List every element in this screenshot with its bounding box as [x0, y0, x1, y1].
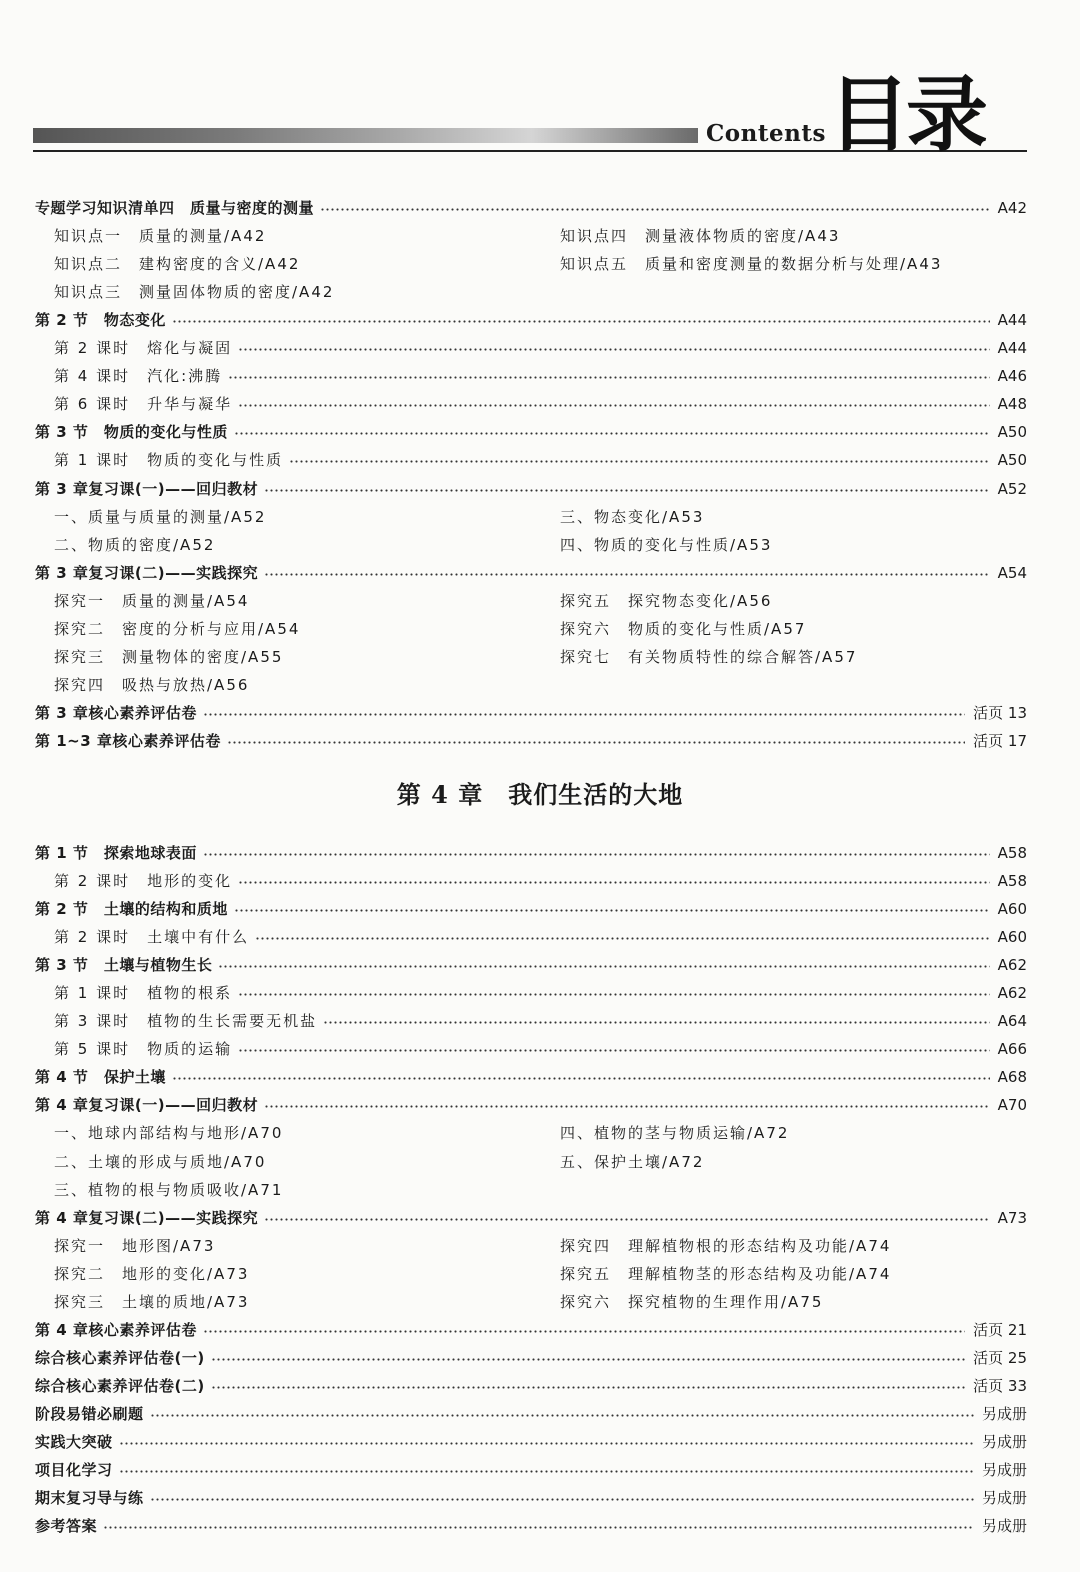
toc-entry-page: A62 [997, 984, 1027, 1002]
dot-leader [238, 993, 990, 996]
toc-entry-title: 实践大突破 [35, 1433, 113, 1451]
dot-leader [227, 741, 965, 744]
dot-leader [203, 853, 990, 856]
toc-entry-title: 第 2 课时 熔化与凝固 [54, 339, 233, 357]
dot-leader [238, 404, 990, 407]
toc-entry-page: 另成册 [981, 1461, 1027, 1479]
toc-entry-page: 活页 25 [973, 1349, 1027, 1367]
toc-subentry[interactable]: 探究一 质量的测量/A54 [54, 592, 250, 610]
toc-entry-page: 另成册 [981, 1517, 1027, 1535]
toc-subentry[interactable]: 探究一 地形图/A73 [54, 1237, 216, 1255]
toc-entry-title: 第 3 节 土壤与植物生长 [35, 956, 213, 974]
toc-entry[interactable] [35, 308, 1027, 332]
toc-subentry[interactable]: 一、地球内部结构与地形/A70 [54, 1124, 284, 1142]
dot-leader [264, 573, 990, 576]
toc-subentry[interactable]: 探究四 吸热与放热/A56 [54, 676, 250, 694]
toc-entry-page: A70 [997, 1096, 1027, 1114]
toc-entry-page: 活页 33 [973, 1377, 1027, 1395]
toc-entry[interactable] [54, 1037, 1027, 1061]
dot-leader [228, 376, 990, 379]
toc-entry-title: 第 1 课时 植物的根系 [54, 984, 233, 1002]
chapter-heading: 第 4 章 我们生活的大地 [396, 780, 684, 809]
toc-subentry[interactable]: 知识点一 质量的测量/A42 [54, 227, 267, 245]
dot-leader [211, 1358, 965, 1361]
toc-entry-page: A66 [997, 1040, 1027, 1058]
dot-leader [264, 489, 990, 492]
dot-leader [211, 1386, 965, 1389]
toc-subentry[interactable]: 知识点三 测量固体物质的密度/A42 [54, 283, 335, 301]
toc-subentry[interactable]: 知识点四 测量液体物质的密度/A43 [560, 227, 841, 245]
dot-leader [320, 208, 990, 211]
toc-entry[interactable] [35, 841, 1027, 865]
toc-entry[interactable] [35, 196, 1027, 220]
toc-entry-page: 活页 13 [973, 704, 1027, 722]
toc-subentry[interactable]: 知识点五 质量和密度测量的数据分析与处理/A43 [560, 255, 943, 273]
dot-leader [238, 881, 990, 884]
toc-subentry[interactable]: 探究三 土壤的质地/A73 [54, 1293, 250, 1311]
dot-leader [289, 460, 990, 463]
toc-subentry[interactable]: 探究五 理解植物茎的形态结构及功能/A74 [560, 1265, 892, 1283]
toc-entry[interactable] [54, 1009, 1027, 1033]
toc-entry-title: 第 4 节 保护土壤 [35, 1068, 166, 1086]
toc-entry-page: A46 [997, 367, 1027, 385]
toc-subentry[interactable]: 四、植物的茎与物质运输/A72 [560, 1124, 790, 1142]
toc-entry-title: 第 2 节 土壤的结构和质地 [35, 900, 228, 918]
toc-entry-title: 期末复习导与练 [35, 1489, 144, 1507]
dot-leader [203, 1330, 965, 1333]
toc-subentry[interactable]: 二、土壤的形成与质地/A70 [54, 1153, 267, 1171]
dot-leader [119, 1442, 974, 1445]
toc-entry-title: 第 1 课时 物质的变化与性质 [54, 451, 284, 469]
toc-entry-title: 第 4 课时 汽化:沸腾 [54, 367, 223, 385]
toc-entry[interactable] [35, 701, 1027, 725]
page-title: 目录 [828, 67, 985, 163]
toc-subentry[interactable]: 探究六 探究植物的生理作用/A75 [560, 1293, 824, 1311]
toc-subentry[interactable]: 三、物态变化/A53 [560, 508, 705, 526]
toc-entry-page: A73 [997, 1209, 1027, 1227]
toc-entry-page: A50 [997, 451, 1027, 469]
toc-entry[interactable] [35, 1346, 1027, 1370]
toc-entry-page: A42 [997, 199, 1027, 217]
toc-entry-title: 第 6 课时 升华与凝华 [54, 395, 233, 413]
toc-subentry[interactable]: 四、物质的变化与性质/A53 [560, 536, 773, 554]
toc-entry[interactable] [54, 336, 1027, 360]
toc-entry-page: A60 [997, 928, 1027, 946]
toc-entry[interactable] [54, 364, 1027, 388]
toc-entry-title: 综合核心素养评估卷(一) [35, 1349, 205, 1367]
page-header [0, 0, 1080, 163]
toc-entry-page: 另成册 [981, 1489, 1027, 1507]
dot-leader [203, 713, 965, 716]
dot-leader [150, 1498, 974, 1501]
dot-leader [172, 1077, 990, 1080]
toc-subentry[interactable]: 知识点二 建构密度的含义/A42 [54, 255, 301, 273]
toc-entry-title: 第 2 课时 地形的变化 [54, 872, 233, 890]
toc-subentry[interactable]: 三、植物的根与物质吸收/A71 [54, 1181, 284, 1199]
toc-entry-title: 第 2 节 物态变化 [35, 311, 166, 329]
toc-subentry[interactable]: 探究六 物质的变化与性质/A57 [560, 620, 807, 638]
dot-leader [255, 937, 990, 940]
toc-subentry[interactable]: 探究七 有关物质特性的综合解答/A57 [560, 648, 858, 666]
toc-entry[interactable] [54, 981, 1027, 1005]
toc-entry[interactable] [35, 1458, 1027, 1482]
toc-entry[interactable] [54, 392, 1027, 416]
toc-entry-page: A52 [997, 480, 1027, 498]
dot-leader [264, 1105, 990, 1108]
dot-leader [103, 1526, 974, 1529]
dot-leader [323, 1021, 990, 1024]
contents-label: Contents [706, 120, 826, 147]
toc-entry-page: A58 [997, 844, 1027, 862]
toc-entry-page: A60 [997, 900, 1027, 918]
dot-leader [172, 320, 990, 323]
dot-leader [264, 1218, 990, 1221]
toc-entry-title: 第 4 章核心素养评估卷 [35, 1321, 197, 1339]
toc-subentry[interactable]: 探究三 测量物体的密度/A55 [54, 648, 284, 666]
toc-entry-page: A58 [997, 872, 1027, 890]
toc-entry-page: A54 [997, 564, 1027, 582]
toc-entry[interactable] [35, 420, 1027, 444]
toc-entry-title: 第 3 节 物质的变化与性质 [35, 423, 228, 441]
dot-leader [150, 1414, 974, 1417]
toc-entry-page: A64 [997, 1012, 1027, 1030]
dot-leader [238, 1049, 990, 1052]
toc-entry[interactable] [35, 897, 1027, 921]
toc-subentry[interactable]: 探究二 密度的分析与应用/A54 [54, 620, 301, 638]
toc-entry-title: 第 1 节 探索地球表面 [35, 844, 197, 862]
toc-entry[interactable] [35, 1514, 1027, 1538]
dot-leader [119, 1470, 974, 1473]
toc-entry-page: 另成册 [981, 1405, 1027, 1423]
toc-entry[interactable] [35, 1486, 1027, 1510]
toc-subentry[interactable]: 探究二 地形的变化/A73 [54, 1265, 250, 1283]
toc-entry[interactable] [35, 1430, 1027, 1454]
dot-leader [238, 348, 990, 351]
toc-subentry[interactable]: 五、保护土壤/A72 [560, 1153, 705, 1171]
toc-subentry[interactable]: 探究四 理解植物根的形态结构及功能/A74 [560, 1237, 892, 1255]
toc-entry-title: 第 3 章核心素养评估卷 [35, 704, 197, 722]
toc-entry[interactable] [35, 1318, 1027, 1342]
toc-entry[interactable] [35, 1206, 1027, 1230]
toc-subentry[interactable]: 一、质量与质量的测量/A52 [54, 508, 267, 526]
toc-entry[interactable] [54, 869, 1027, 893]
toc-entry-page: A50 [997, 423, 1027, 441]
toc-entry[interactable] [35, 1093, 1027, 1117]
toc-entry-title: 第 3 章复习课(一)——回归教材 [35, 480, 259, 498]
toc-entry-title: 第 2 课时 土壤中有什么 [54, 928, 250, 946]
dot-leader [218, 965, 989, 968]
toc-entry-page: A68 [997, 1068, 1027, 1086]
toc-entry[interactable] [54, 448, 1027, 472]
toc-entry[interactable] [54, 925, 1027, 949]
toc-entry[interactable] [35, 1402, 1027, 1426]
toc-entry[interactable] [35, 729, 1027, 753]
toc-subentry[interactable]: 二、物质的密度/A52 [54, 536, 216, 554]
toc-entry-title: 阶段易错必刷题 [35, 1405, 144, 1423]
dot-leader [234, 432, 990, 435]
toc-entry[interactable] [35, 477, 1027, 501]
toc-entry-title: 第 1~3 章核心素养评估卷 [35, 732, 221, 750]
toc-subentry[interactable]: 探究五 探究物态变化/A56 [560, 592, 773, 610]
toc-entry-page: 活页 21 [973, 1321, 1027, 1339]
header-gradient-bar [33, 128, 698, 143]
toc-entry-page: A62 [997, 956, 1027, 974]
toc-entry-title: 第 5 课时 物质的运输 [54, 1040, 233, 1058]
toc-entry-title: 第 3 课时 植物的生长需要无机盐 [54, 1012, 318, 1030]
toc-entry-title: 参考答案 [35, 1517, 98, 1535]
toc-entry-title: 专题学习知识清单四 质量与密度的测量 [35, 199, 315, 217]
toc-entry[interactable] [35, 561, 1027, 585]
toc-entry[interactable] [35, 1065, 1027, 1089]
toc-entry[interactable] [35, 1374, 1027, 1398]
toc-entry-title: 综合核心素养评估卷(二) [35, 1377, 205, 1395]
toc-entry-title: 项目化学习 [35, 1461, 113, 1479]
toc-entry-page: 活页 17 [973, 732, 1027, 750]
toc-entry-title: 第 4 章复习课(二)——实践探究 [35, 1209, 259, 1227]
toc-entry-title: 第 3 章复习课(二)——实践探究 [35, 564, 259, 582]
toc-entry-page: A48 [997, 395, 1027, 413]
dot-leader [234, 909, 990, 912]
toc-entry-page: A44 [997, 311, 1027, 329]
toc-entry-title: 第 4 章复习课(一)——回归教材 [35, 1096, 259, 1114]
toc-entry[interactable] [35, 953, 1027, 977]
toc-entry-page: A44 [997, 339, 1027, 357]
toc-entry-page: 另成册 [981, 1433, 1027, 1451]
